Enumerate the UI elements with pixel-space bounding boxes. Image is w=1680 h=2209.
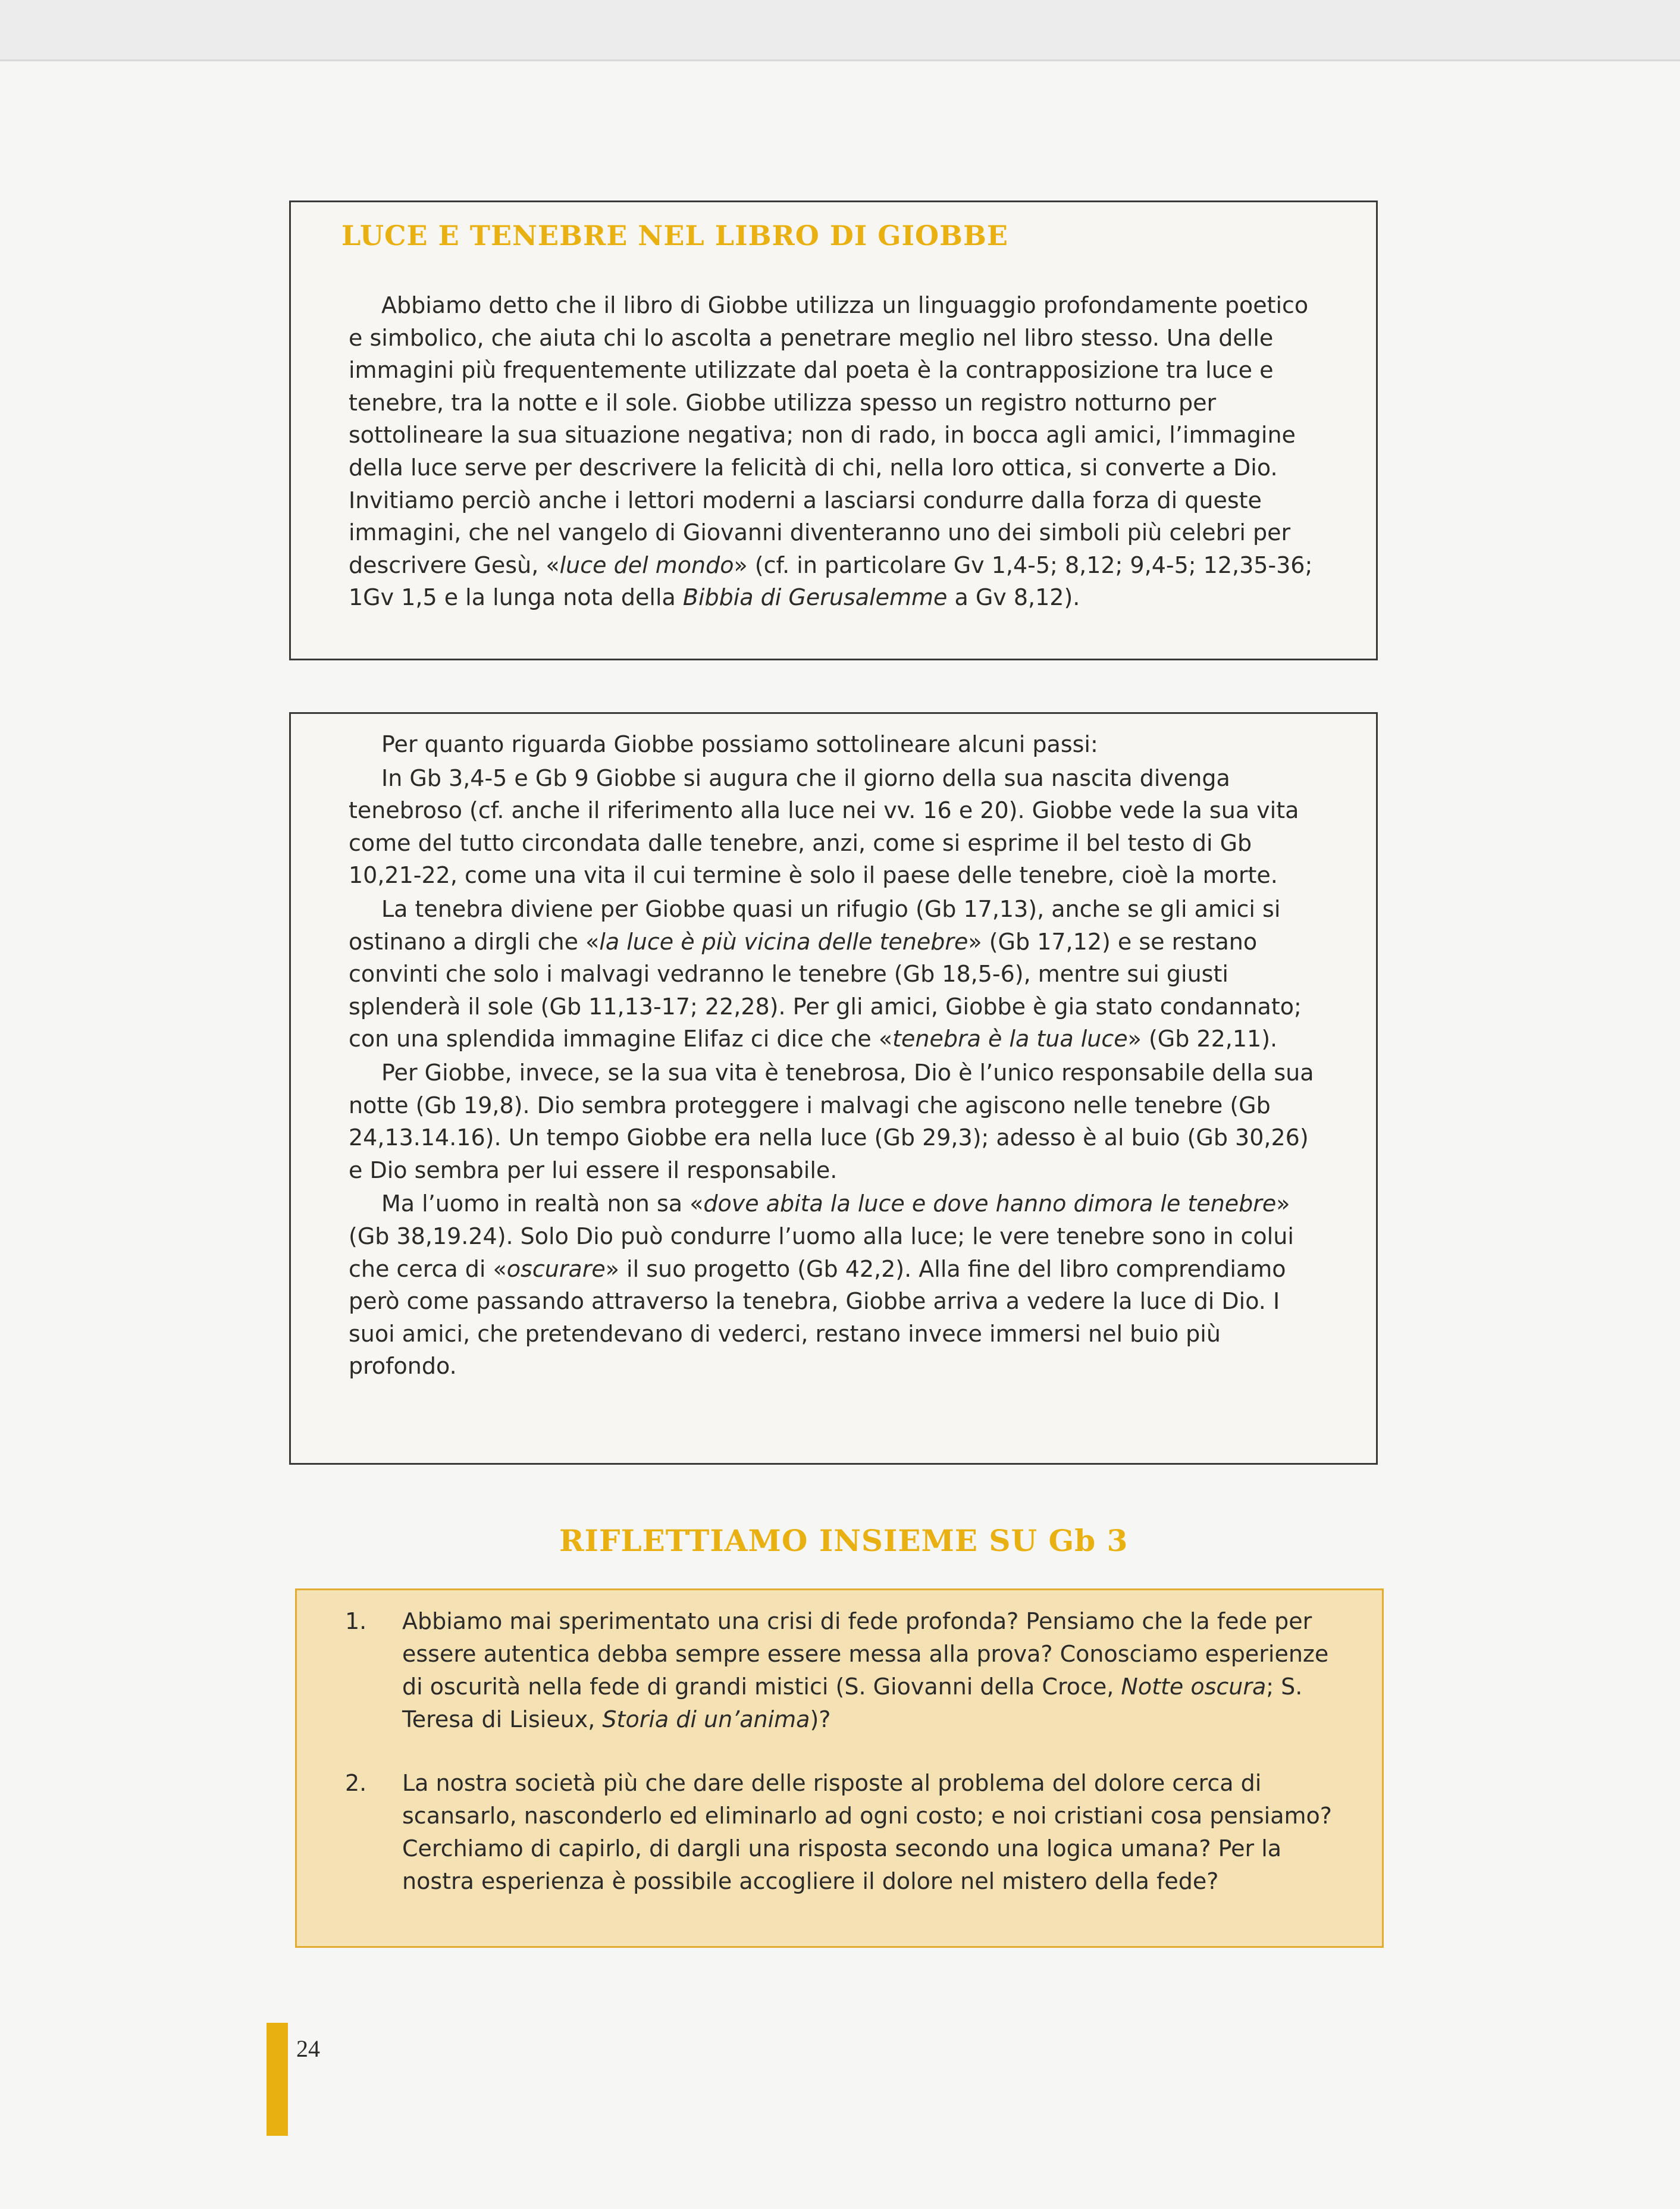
paragraph: [349, 1187, 1324, 1383]
intro-italic: Bibbia di Gerusalemme: [682, 584, 948, 611]
paragraph-text: » (Gb 38,19.24). Solo Dio può condurre l’uomo alla luce; le vere tenebre sono in colui che cerca di «: [349, 1190, 1294, 1282]
question-text: )?: [810, 1706, 831, 1732]
question-item: [345, 1767, 1344, 1898]
paragraph-text: La tenebra diviene per Giobbe quasi un rifugio (Gb 17,13), anche se gli amici si ostinano a dirgli che «: [349, 895, 1281, 955]
paragraph-text: » (Gb 17,12) e se restano convinti che solo i malvagi vedranno le tenebre (Gb 18,5-6), mentre sui giusti splenderà il sole (Gb 11,13-17; 22,28). Per gli amici, Giobbe è gia stato condannato; con una splendida immagine Elifaz ci dice che «: [349, 928, 1302, 1052]
section-title: LUCE E TENEBRE NEL LIBRO DI GIOBBE: [341, 220, 1008, 252]
paragraph: [349, 762, 1324, 892]
intro-text: » (cf. in particolare Gv 1,4-5; 8,12; 9,4-5; 12,35-36; 1Gv 1,5 e la lunga nota della: [349, 552, 1313, 611]
page-number-bar: [267, 2023, 288, 2136]
paragraph-italic: oscurare: [506, 1255, 606, 1282]
question-list: [345, 1605, 1344, 1898]
question-text: Abbiamo mai sperimentato una crisi di fede profonda? Pensiamo che la fede per essere autentica debba sempre essere messa alla prova? Conosciamo esperienze di oscurità nella fede di grandi mistici (S. Giovanni della Croce,: [402, 1608, 1329, 1700]
page-number: 24: [296, 2035, 320, 2062]
paragraph-text: Per Giobbe, invece, se la sua vita è tenebrosa, Dio è l’unico responsabile della sua notte (Gb 19,8). Dio sembra proteggere i malvagi che agiscono nelle tenebre (Gb 24,13.14.16). Un tempo Giobbe era nella luce (Gb 29,3); adesso è al buio (Gb 30,26) e Dio sembra per lui essere il responsabile.: [349, 1059, 1314, 1183]
paragraph-italic: dove abita la luce e dove hanno dimora le tenebre: [703, 1190, 1277, 1217]
paragraph: [349, 893, 1324, 1055]
question-text: ; S. Teresa di Lisieux,: [402, 1674, 1303, 1732]
paragraph-text: » il suo progetto (Gb 42,2). Alla fine del libro comprendiamo però come passando attraverso la tenebra, Giobbe arriva a vedere la luce di Dio. I suoi amici, che pretendevano di vederci, restano invece immersi nel buio più profondo.: [349, 1255, 1286, 1380]
question-italic: Notte oscura: [1121, 1674, 1267, 1700]
paragraph: [349, 728, 1324, 761]
reflect-title: RIFLETTIAMO INSIEME SU Gb 3: [559, 1523, 1129, 1558]
question-italic: Storia di un’anima: [602, 1706, 810, 1732]
passages-text: [349, 728, 1324, 1384]
question-number: 1.: [345, 1608, 367, 1634]
paragraph-italic: tenebra è la tua luce: [892, 1026, 1128, 1052]
intro-italic: luce del mondo: [559, 552, 734, 578]
question-text: La nostra società più che dare delle risposte al problema del dolore cerca di scansarlo, nasconderlo ed eliminarlo ad ogni costo; e noi cristiani cosa pensiamo? Cerchiamo di capirlo, di dargli una risposta secondo una logica umana? Per la nostra esperienza è possibile accogliere il dolore nel mistero della fede?: [402, 1770, 1332, 1894]
paragraph-italic: la luce è più vicina delle tenebre: [599, 928, 968, 955]
paragraph-text: In Gb 3,4-5 e Gb 9 Giobbe si augura che il giorno della sua nascita divenga tenebroso (cf. anche il riferimento alla luce nei vv. 16 e 20). Giobbe vede la sua vita come del tutto circondata dalle tenebre, anzi, come si esprime il bel testo di Gb 10,21-22, come una vita il cui termine è solo il paese delle tenebre, cioè la morte.: [349, 764, 1299, 889]
intro-paragraph: [349, 289, 1324, 614]
paragraph: [349, 1057, 1324, 1186]
paragraph-text: Ma l’uomo in realtà non sa «: [381, 1190, 704, 1217]
question-number: 2.: [345, 1770, 367, 1796]
question-item: [345, 1605, 1344, 1736]
paragraph-text: Per quanto riguarda Giobbe possiamo sottolineare alcuni passi:: [381, 731, 1098, 757]
page-top-edge: [0, 59, 1680, 61]
intro-text: a Gv 8,12).: [947, 584, 1080, 611]
intro-text: Abbiamo detto che il libro di Giobbe utilizza un linguaggio profondamente poetico e simbolico, che aiuta chi lo ascolta a penetrare meglio nel libro stesso. Una delle immagini più frequentemente utilizzate dal poeta è la contrapposizione tra luce e tenebre, tra la notte e il sole. Giobbe utilizza spesso un registro notturno per sottolineare la sua situazione negativa; non di rado, in bocca agli amici, l’immagine della luce serve per descrivere la felicità di chi, nella loro ottica, si converte a Dio. Invitiamo perciò anche i lettori moderni a lasciarsi condurre dalla forza di queste immagini, che nel vangelo di Giovanni diventeranno uno dei simboli più celebri per descrivere Gesù, «: [349, 292, 1309, 578]
paragraph-text: » (Gb 22,11).: [1127, 1026, 1278, 1052]
